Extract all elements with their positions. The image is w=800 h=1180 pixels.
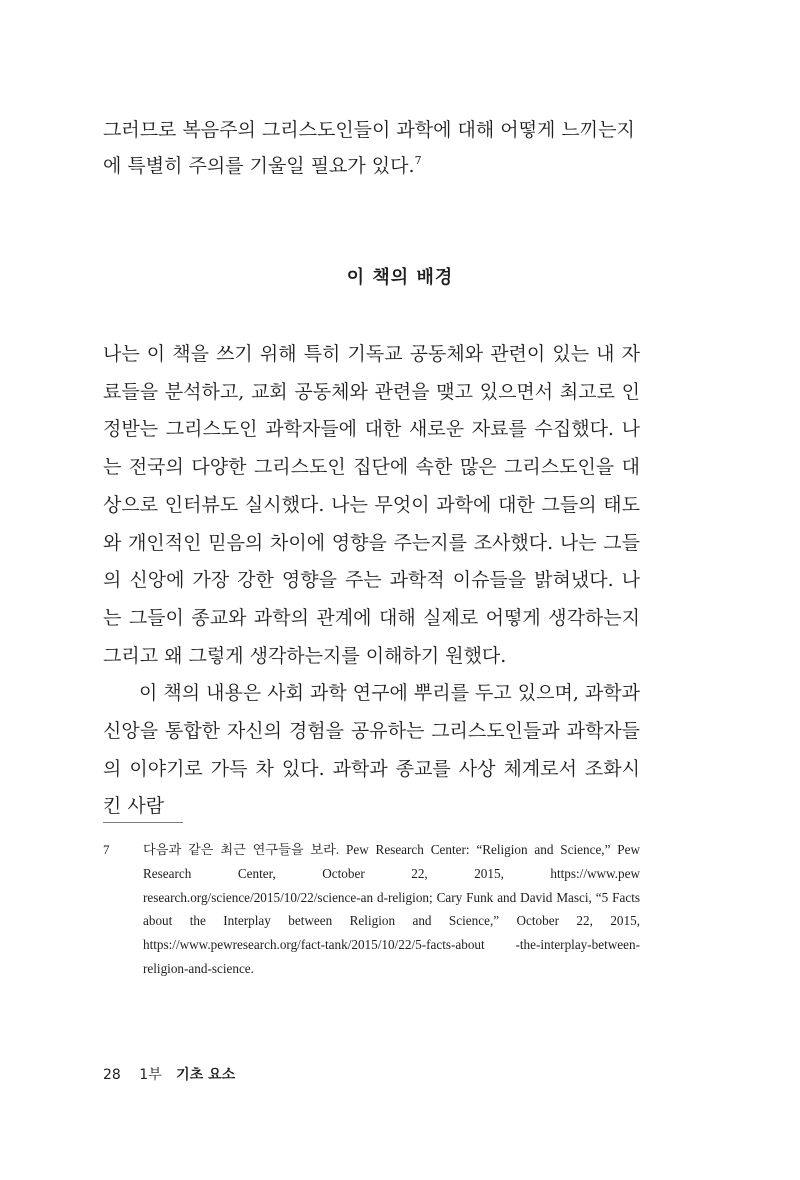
body-text — [103, 336, 640, 826]
section-heading: 이 책의 배경 — [346, 267, 454, 288]
page-number: 28 — [103, 1067, 121, 1083]
footnote-divider — [103, 822, 183, 823]
footnote-text: 다음과 같은 최근 연구들을 보라. Pew Research Center: “Religion and Science,” Pew Research Center, October 22, 2015, https://www.pew research.org/science/2015/10/22/science-an d-religion; Cary Funk and David Masci, “5 Facts about the Interplay between Religion and Science,” October 22, 2015, https://www.pewresearch.org/fact-tank/2015/10/22/5-facts-about -the-interplay-between-religion-and-science. — [143, 842, 640, 976]
body-paragraph-1: 나는 이 책을 쓰기 위해 특히 기독교 공동체와 관련이 있는 내 자료들을 분석하고, 교회 공동체와 관련을 맺고 있으면서 최고로 인정받는 그리스도인 과학자들에 대한 새로운 자료를 수집했다. 나는 전국의 다양한 그리스도인 집단에 속한 많은 그리스도인을 대상으로 인터뷰도 실시했다. 나는 무엇이 과학에 대한 그들의 태도와 개인적인 믿음의 차이에 영향을 주는지를 조사했다. 나는 그들의 신앙에 가장 강한 영향을 주는 과학적 이슈들을 밝혀냈다. 나는 그들이 종교와 과학의 관계에 대해 실제로 어떻게 생각하는지 그리고 왜 그렇게 생각하는지를 이해하기 원했다. — [103, 343, 640, 667]
lead-paragraph-text: 그러므로 복음주의 그리스도인들이 과학에 대해 어떻게 느끼는지에 특별히 주의를 기울일 필요가 있다. — [103, 119, 635, 177]
body-paragraph-2: 이 책의 내용은 사회 과학 연구에 뿌리를 두고 있으며, 과학과 신앙을 통합한 자신의 경험을 공유하는 그리스도인들과 과학자들의 이야기로 가득 차 있다. 과학과 종교를 사상 체계로서 조화시킨 사람 — [103, 682, 640, 818]
footnote-number: 7 — [103, 842, 110, 857]
footnote-reference[interactable]: 7 — [414, 154, 422, 167]
part-label: 1부 — [139, 1067, 162, 1083]
page-footer — [103, 1064, 235, 1084]
lead-paragraph — [103, 112, 643, 184]
chapter-title: 기초 요소 — [176, 1067, 236, 1083]
